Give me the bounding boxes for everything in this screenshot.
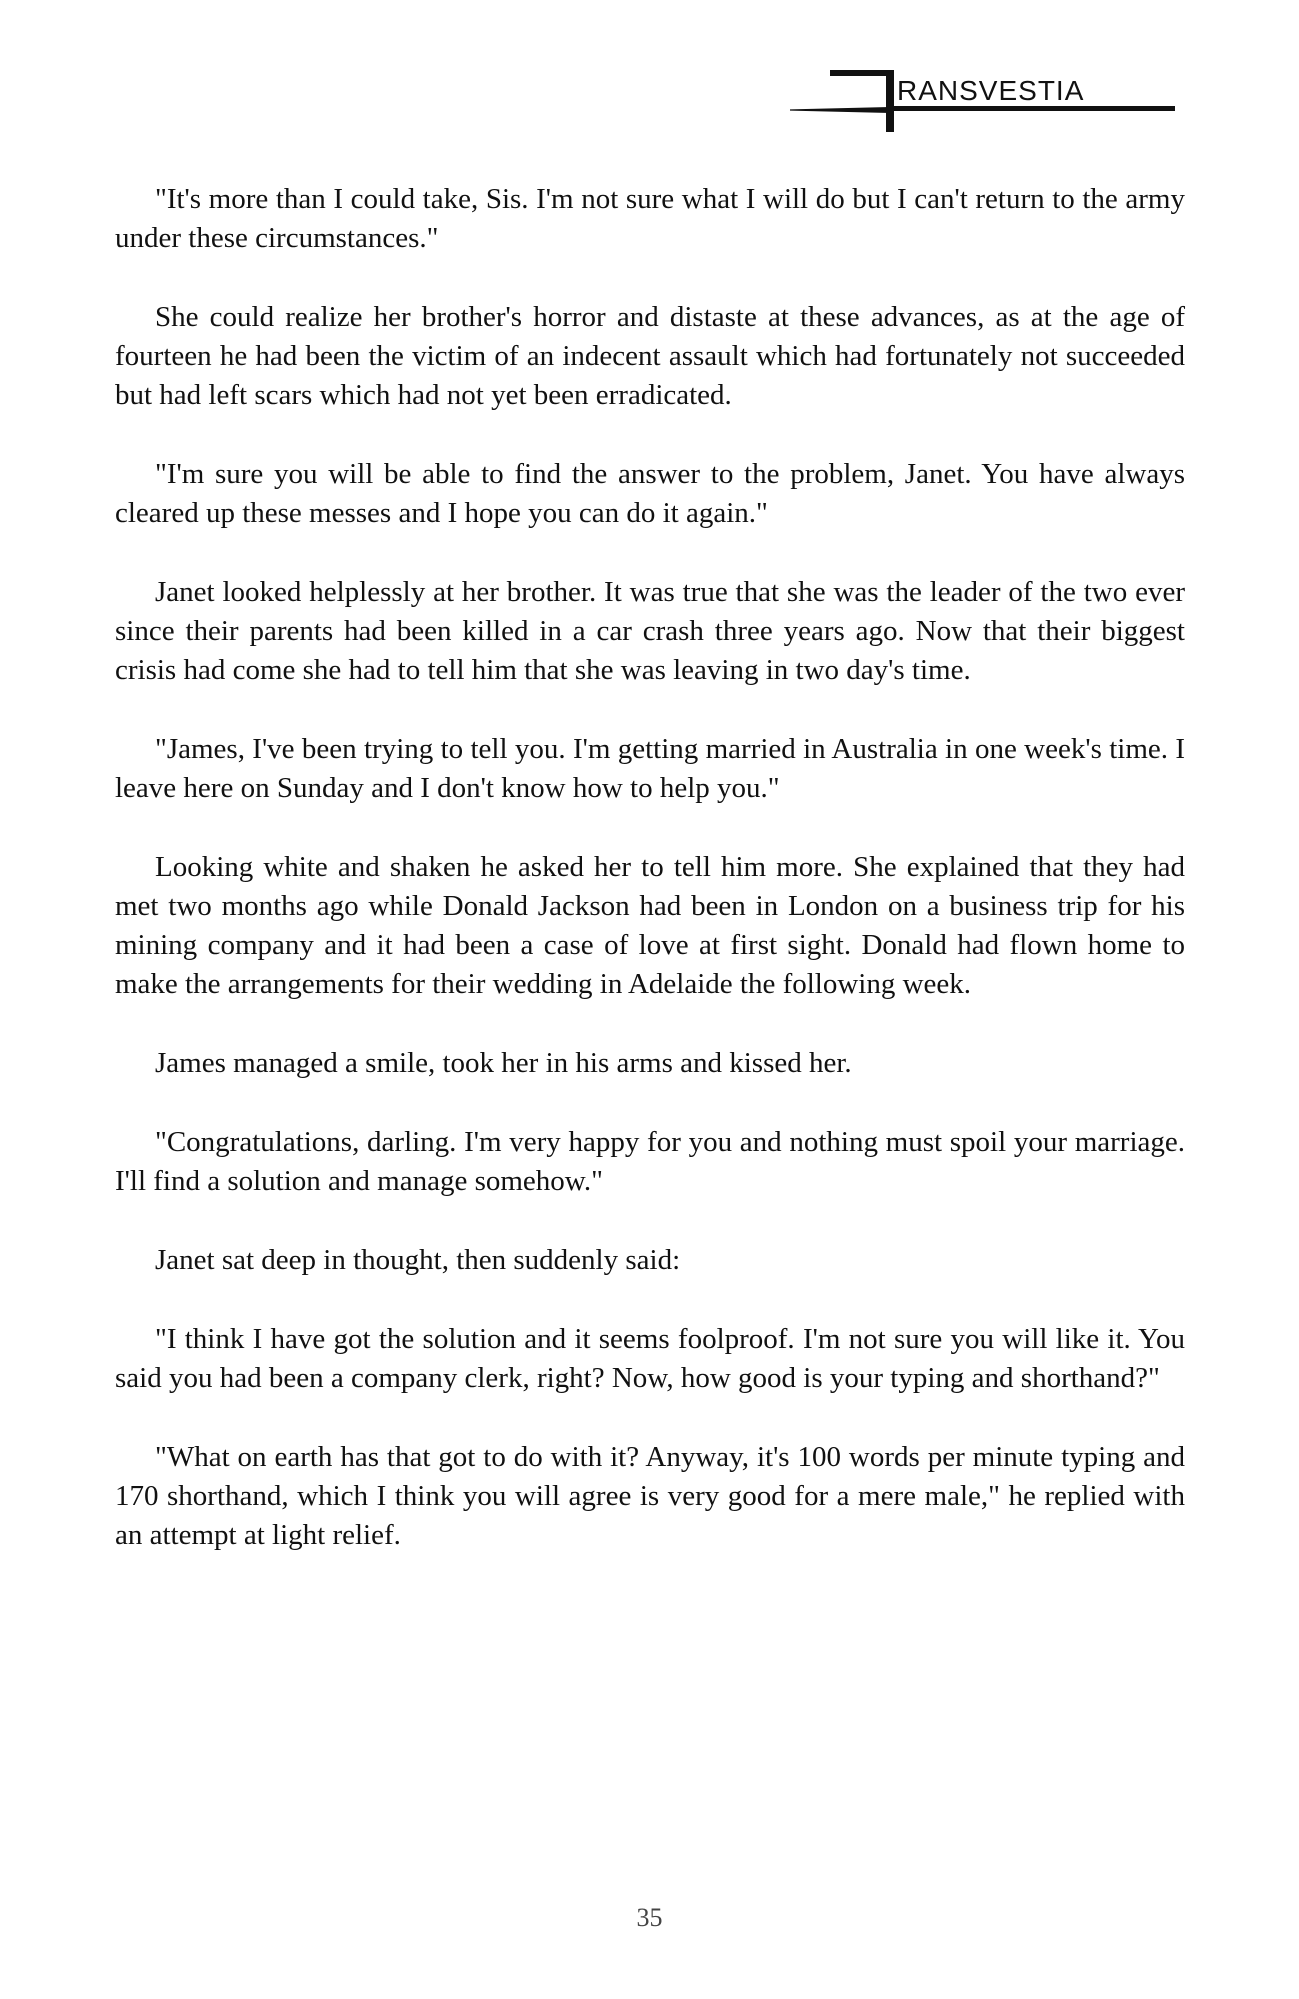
paragraph: "What on earth has that got to do with it? Anyway, it's 100 words per minute typing and 170 shorthand, which I think you will agree is very good for a mere male," he replied with an attempt at light relief.	[115, 1441, 1185, 1551]
paragraph: James managed a smile, took her in his arms and kissed her.	[155, 1047, 852, 1079]
paragraph: "It's more than I could take, Sis. I'm not sure what I will do but I can't return to the army under these circumstances."	[115, 183, 1185, 254]
magazine-header	[790, 62, 1175, 132]
paragraph: Looking white and shaken he asked her to tell him more. She explained that they had met two months ago while Donald Jackson had been in London on a business trip for his mining company and it had been a case of love at first sight. Donald had flown home to make the arrangements for their wedding in Adelaide the following week.	[115, 851, 1185, 1000]
page-number: 35	[636, 1903, 663, 1932]
paragraph: "I think I have got the solution and it seems foolproof. I'm not sure you will like it. You said you had been a company clerk, right? Now, how good is your typing and shorthand?"	[115, 1323, 1185, 1394]
header-t-letter-stem	[886, 70, 894, 132]
paragraph: Janet looked helplessly at her brother. It was true that she was the leader of the two ever since their parents had been killed in a car crash three years ago. Now that their biggest crisis had come she had to tell him that she was leaving in two day's time.	[115, 576, 1185, 686]
paragraph: "Congratulations, darling. I'm very happy for you and nothing must spoil your marriage. I'll find a solution and manage somehow."	[115, 1126, 1185, 1197]
paragraph: "I'm sure you will be able to find the answer to the problem, Janet. You have always cleared up these messes and I hope you can do it again."	[115, 458, 1185, 529]
article-body	[115, 180, 1185, 1595]
header-rule-left	[790, 107, 890, 113]
paragraph: Janet sat deep in thought, then suddenly said:	[155, 1244, 681, 1276]
paragraph: "James, I've been trying to tell you. I'm getting married in Australia in one week's time. I leave here on Sunday and I don't know how to help you."	[115, 733, 1185, 804]
header-rule-right	[890, 106, 1175, 111]
header-t-letter-bar	[830, 70, 892, 76]
paragraph: She could realize her brother's horror and distaste at these advances, as at the age of fourteen he had been the victim of an indecent assault which had fortunately not succeeded but had left scars which had not yet been erradicated.	[115, 301, 1185, 411]
magazine-title: RANSVESTIA	[897, 75, 1085, 106]
